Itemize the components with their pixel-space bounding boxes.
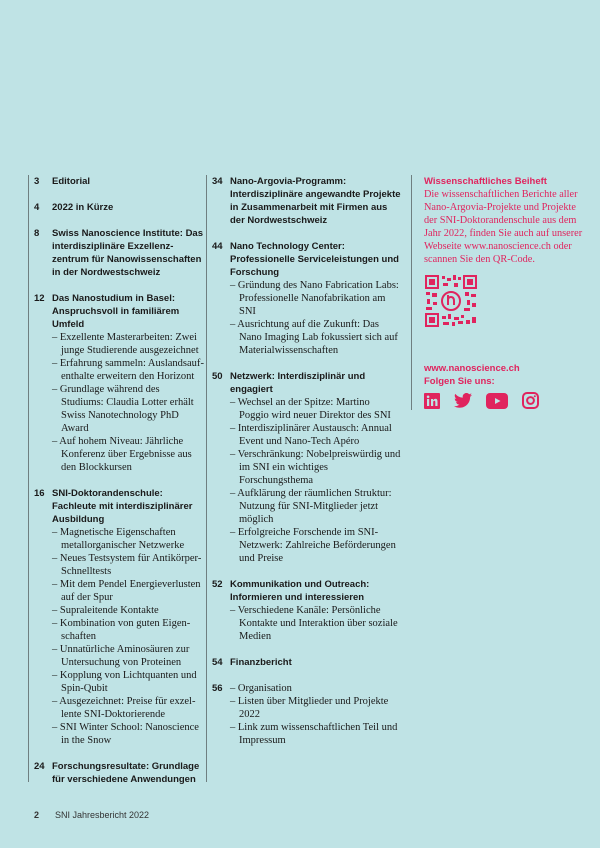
toc-heading[interactable]: Das Nanostudium in Basel: Anspruchsvoll in familiärem Umfeld — [52, 293, 180, 330]
toc-sub-item[interactable]: – SNI Winter School: Nanoscience in the Snow — [52, 721, 204, 747]
toc-sub-item[interactable]: – Exzellente Masterarbeiten: Zwei junge Studierende ausgezeichnet — [52, 331, 204, 357]
toc-entry[interactable] — [212, 240, 402, 357]
toc-heading[interactable]: Netzwerk: Interdisziplinär und engagiert — [230, 371, 366, 395]
toc-sub-item[interactable]: – Wechsel an der Spitze: Martino Poggio wird neuer Direktor des SNI — [230, 396, 402, 422]
social-links — [424, 392, 584, 409]
publication-title: SNI Jahresbericht 2022 — [55, 810, 150, 820]
toc-page-number: 24 — [34, 761, 45, 772]
toc-sub-list — [230, 682, 402, 747]
toc-sub-item[interactable]: – Supraleitende Kontakte — [52, 604, 204, 617]
toc-sub-list — [230, 396, 402, 565]
toc-heading[interactable]: Nano-Argovia-Programm: Interdisziplinäre angewandte Projekte in Zusammenarbeit mit Firmen aus der Nordwestschweiz — [230, 176, 401, 226]
toc-page-number: 54 — [212, 657, 223, 668]
toc-column-1 — [34, 175, 204, 799]
toc-entry[interactable] — [212, 175, 402, 227]
toc-page-number: 56 — [212, 683, 223, 694]
toc-sub-item[interactable]: – Ausgezeichnet: Preise für exzellente SNI-Doktorierende — [52, 695, 204, 721]
toc-page-number: 16 — [34, 488, 45, 499]
toc-sub-item[interactable]: – Grundlage während des Studiums: Claudia Lotter erhält Swiss Nanotechnology PhD Award — [52, 383, 204, 435]
toc-sub-item[interactable]: – Verschränkung: Nobelpreiswürdig und im SNI ein wichtiges Forschungsthema — [230, 448, 402, 487]
page-number: 2 — [34, 810, 40, 820]
column-divider-1 — [28, 175, 29, 782]
toc-heading[interactable]: Forschungsresultate: Grundlage für verschiedene Anwendungen — [52, 761, 200, 785]
toc-page-number: 44 — [212, 241, 223, 252]
toc-sub-item[interactable]: – Mit dem Pendel Energieverlusten auf der Spur — [52, 578, 204, 604]
toc-entry[interactable] — [34, 175, 204, 188]
toc-page-number: 12 — [34, 293, 45, 304]
toc-sub-item[interactable]: – Kopplung von Lichtquanten und Spin-Qubit — [52, 669, 204, 695]
toc-sub-item[interactable]: – Erfolgreiche Forschende im SNI-Netzwerk: Zahlreiche Beförderungen und Preise — [230, 526, 402, 565]
instagram-icon[interactable] — [522, 392, 539, 409]
toc-page-number: 34 — [212, 176, 223, 187]
toc-sub-item[interactable]: – Link zum wissenschaftlichen Teil und Impressum — [230, 721, 402, 747]
toc-page-number: 52 — [212, 579, 223, 590]
toc-page-number: 50 — [212, 371, 223, 382]
website-link[interactable]: www.nanoscience.ch — [424, 363, 520, 374]
toc-heading[interactable]: Finanzbericht — [230, 657, 292, 668]
column-divider-2 — [206, 175, 207, 782]
twitter-icon[interactable] — [454, 393, 472, 408]
toc-heading[interactable]: Kommunikation und Outreach: Informieren und interessieren — [230, 579, 370, 603]
sidebar-beiheft — [424, 175, 584, 409]
toc-sub-item[interactable]: – Organisation — [230, 682, 402, 695]
toc-sub-item[interactable]: – Magnetische Eigenschaften metallorganischer Netzwerke — [52, 526, 204, 552]
toc-entry[interactable] — [34, 227, 204, 279]
toc-page-number: 4 — [34, 202, 40, 213]
toc-sub-list — [230, 604, 402, 643]
follow-label: Folgen Sie uns: — [424, 376, 495, 387]
toc-sub-item[interactable]: – Listen über Mitglieder und Projekte 2022 — [230, 695, 402, 721]
toc-page-number: 8 — [34, 228, 40, 239]
toc-sub-item[interactable]: – Neues Testsystem für Antikörper-Schnelltests — [52, 552, 204, 578]
toc-sub-item[interactable]: – Unnatürliche Aminosäuren zur Untersuchung von Proteinen — [52, 643, 204, 669]
toc-entry[interactable] — [212, 656, 402, 669]
toc-entry[interactable] — [34, 201, 204, 214]
beiheft-title: Wissenschaftliches Beiheft — [424, 176, 547, 187]
toc-heading[interactable]: SNI-Doktorandenschule: Fachleute mit interdisziplinärer Ausbildung — [52, 488, 193, 525]
toc-entry[interactable] — [34, 487, 204, 747]
toc-heading[interactable]: 2022 in Kürze — [52, 202, 114, 213]
toc-column-2 — [212, 175, 402, 760]
toc-heading[interactable]: Nano Technology Center: Professionelle Serviceleistungen und Forschung — [230, 241, 399, 278]
toc-sub-item[interactable]: – Erfahrung sammeln: Auslandsaufenthalte erweitern den Horizont — [52, 357, 204, 383]
toc-heading[interactable]: Editorial — [52, 176, 91, 187]
toc-sub-list — [52, 331, 204, 474]
youtube-icon[interactable] — [486, 393, 508, 409]
beiheft-text: Die wissenschaftlichen Berichte aller Nano-Argovia-Projekte und Projekte der SNI-Doktorandenschule aus dem Jahr 2022, finden Sie auch auf unserer Webseite www.nanoscience.ch oder scannen Sie den QR-Code. — [424, 189, 583, 265]
toc-page-number: 3 — [34, 176, 40, 187]
toc-sub-item[interactable]: – Gründung des Nano Fabrication Labs: Professionelle Nanofabrikation am SNI — [230, 279, 402, 318]
toc-entry[interactable] — [212, 578, 402, 643]
column-divider-3 — [411, 175, 412, 410]
linkedin-icon[interactable] — [424, 393, 440, 409]
toc-sub-item[interactable]: – Verschiedene Kanäle: Persönliche Kontakte und Interaktion über soziale Medien — [230, 604, 402, 643]
toc-sub-item[interactable]: – Kombination von guten Eigenschaften — [52, 617, 204, 643]
page-footer — [34, 810, 149, 820]
toc-sub-list — [230, 279, 402, 357]
toc-sub-item[interactable]: – Ausrichtung auf die Zukunft: Das Nano Imaging Lab fokussiert sich auf Materialwissenschaften — [230, 318, 402, 357]
toc-heading[interactable]: Swiss Nanoscience Institute: Das interdisziplinäre Exzellenzzentrum für Nanowissenschaften in der Nordwestschweiz — [52, 228, 203, 278]
toc-entry[interactable] — [34, 760, 204, 786]
toc-sub-item[interactable]: – Interdisziplinärer Austausch: Annual Event und Nano-Tech Apéro — [230, 422, 402, 448]
toc-sub-item[interactable]: – Aufklärung der räumlichen Struktur: Nutzung für SNI-Mitglieder jetzt möglich — [230, 487, 402, 526]
toc-entry[interactable] — [34, 292, 204, 474]
qr-code-icon[interactable] — [424, 274, 478, 328]
toc-entry[interactable] — [212, 682, 402, 747]
toc-sub-item[interactable]: – Auf hohem Niveau: Jährliche Konferenz über Ergebnisse aus den Blockkursen — [52, 435, 204, 474]
toc-sub-list — [52, 526, 204, 747]
toc-entry[interactable] — [212, 370, 402, 565]
